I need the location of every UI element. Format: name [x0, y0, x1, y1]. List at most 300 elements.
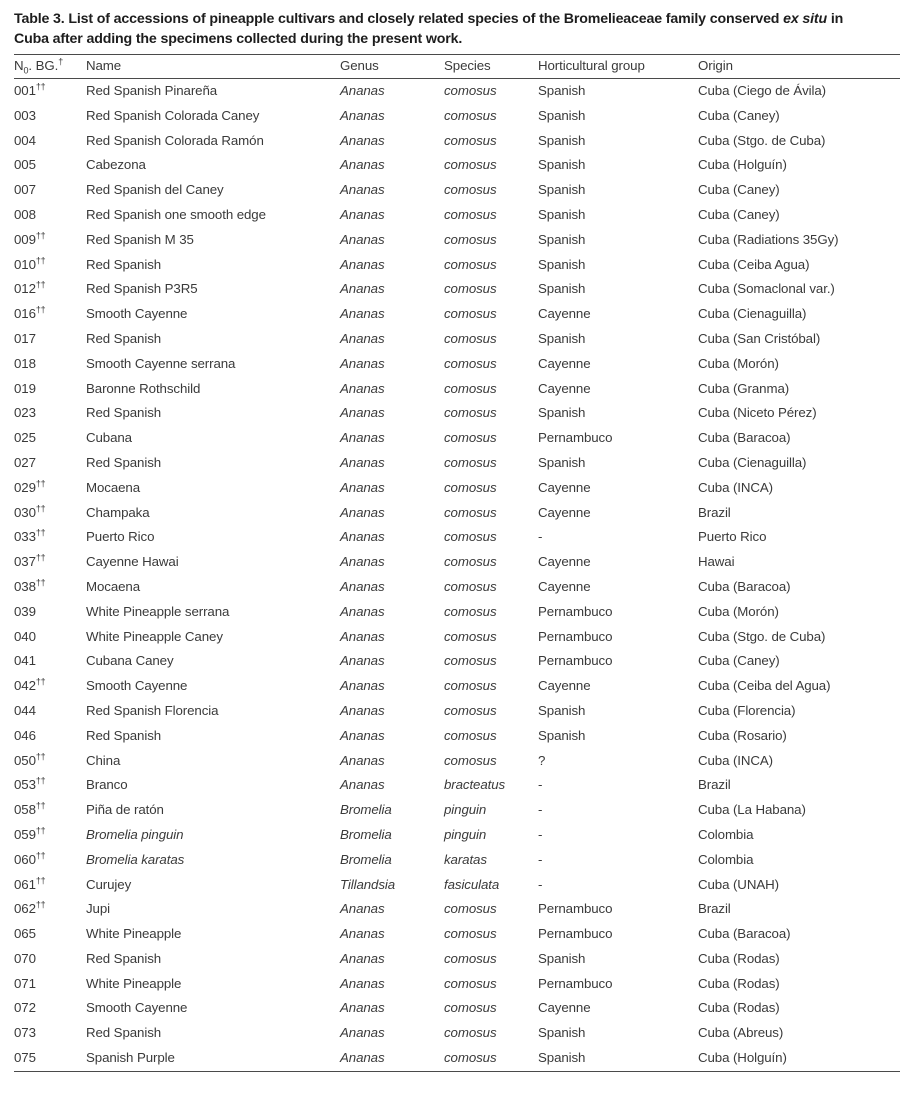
table-row [14, 600, 900, 625]
cell-accession-id [14, 277, 86, 302]
cell-genus: Ananas [340, 975, 385, 991]
cell-name: Red Spanish del Caney [86, 182, 224, 198]
accession-id-dagger-mark: †† [35, 751, 46, 762]
accession-id-dagger-mark: †† [35, 850, 46, 861]
table-row [14, 153, 900, 178]
cell-accession-id [14, 600, 86, 625]
cell-horticultural-group: Pernambuco [538, 926, 613, 942]
cell-horticultural-group: Cayenne [538, 578, 591, 594]
cell-genus: Ananas [340, 380, 385, 396]
cell-name: Red Spanish Pinareña [86, 83, 218, 98]
accession-id-value: 001 [14, 83, 36, 98]
cell-species: comosus [444, 330, 497, 346]
cell-horticultural-group: - [538, 802, 543, 818]
cell-species: comosus [444, 405, 497, 421]
accession-id-value: 042 [14, 678, 36, 694]
column-header-origin: Origin [698, 55, 900, 79]
cell-origin: Cuba (Caney) [698, 107, 780, 123]
accession-id-dagger-mark: †† [35, 775, 46, 786]
table-row [14, 501, 900, 526]
accession-id-value: 005 [14, 157, 36, 173]
cell-origin: Brazil [698, 901, 731, 917]
cell-origin: Cuba (Rodas) [698, 975, 780, 991]
cell-origin: Cuba (INCA) [698, 479, 774, 495]
accession-id-value: 004 [14, 132, 36, 148]
cell-genus: Ananas [340, 330, 385, 346]
cell-accession-id [14, 401, 86, 426]
accession-id-value: 023 [14, 405, 36, 421]
cell-species: comosus [444, 752, 497, 768]
table-row [14, 947, 900, 972]
accession-id-value: 050 [14, 752, 36, 768]
cell-species: comosus [444, 975, 497, 991]
cell-horticultural-group: Pernambuco [538, 975, 613, 991]
table-row [14, 873, 900, 898]
cell-name: Cubana Caney [86, 653, 174, 669]
cell-accession-id [14, 153, 86, 178]
cell-genus: Ananas [340, 901, 385, 917]
cell-name: Red Spanish M 35 [86, 231, 194, 247]
cell-horticultural-group: ? [538, 752, 546, 768]
cell-horticultural-group: Cayenne [538, 678, 591, 694]
cell-origin: Cuba (Ciego de Ávila) [698, 83, 826, 98]
accession-id-value: 037 [14, 554, 36, 570]
accession-id-dagger-mark: †† [35, 676, 46, 687]
cell-accession-id [14, 525, 86, 550]
cell-genus: Ananas [340, 702, 385, 718]
cell-accession-id [14, 327, 86, 352]
column-header-species: Species [444, 55, 538, 79]
cell-accession-id [14, 129, 86, 154]
caption-lead-text: Table 3. List of accessions of pineapple cultivars and closely related species of the Bromelieaceae family conserved [14, 11, 784, 27]
cell-species: comosus [444, 1025, 497, 1041]
table-row [14, 798, 900, 823]
cell-accession-id [14, 897, 86, 922]
accession-id-dagger-mark: †† [35, 503, 46, 514]
accession-id-dagger-mark: †† [35, 304, 46, 315]
cell-horticultural-group: Spanish [538, 454, 586, 470]
cell-horticultural-group: Pernambuco [538, 603, 613, 619]
table-row [14, 327, 900, 352]
cell-horticultural-group: - [538, 826, 543, 842]
cell-species: comosus [444, 83, 497, 98]
cell-name: Red Spanish one smooth edge [86, 206, 266, 222]
cell-accession-id [14, 773, 86, 798]
cell-species: comosus [444, 182, 497, 198]
cell-species: comosus [444, 1046, 538, 1071]
cell-genus: Ananas [340, 107, 385, 123]
cell-genus: Ananas [340, 355, 385, 371]
table-row [14, 699, 900, 724]
accession-id-value: 018 [14, 355, 36, 371]
cell-genus: Ananas [340, 1046, 444, 1071]
table-row [14, 451, 900, 476]
cell-origin: Cuba (Stgo. de Cuba) [698, 132, 826, 148]
table-row [14, 302, 900, 327]
cell-accession-id [14, 426, 86, 451]
cell-horticultural-group: Spanish [538, 330, 586, 346]
cell-genus: Ananas [340, 1000, 385, 1016]
cell-origin: Cuba (Niceto Pérez) [698, 405, 817, 421]
table-row [14, 352, 900, 377]
cell-origin: Cuba (Ceiba Agua) [698, 256, 810, 272]
accession-id-dagger-mark: †† [35, 230, 46, 241]
accession-id-dagger-mark: †† [35, 81, 46, 92]
cell-origin: Cuba (Caney) [698, 206, 780, 222]
cell-name: Red Spanish Colorada Ramón [86, 132, 264, 148]
cell-name: White Pineapple serrana [86, 603, 230, 619]
cell-species: comosus [444, 950, 497, 966]
cell-accession-id [14, 674, 86, 699]
cell-origin: Brazil [698, 504, 731, 520]
accession-id-value: 072 [14, 1000, 36, 1016]
cell-name: Red Spanish [86, 1025, 162, 1041]
cell-genus: Ananas [340, 554, 385, 570]
cell-species: comosus [444, 132, 497, 148]
table-row [14, 1021, 900, 1046]
cell-origin: Cuba (Holguín) [698, 157, 787, 173]
accession-id-dagger-mark: †† [35, 899, 46, 910]
cell-species: comosus [444, 281, 497, 297]
cell-horticultural-group: Spanish [538, 231, 586, 247]
cell-genus: Ananas [340, 678, 385, 694]
cell-name: Curujey [86, 876, 132, 892]
accession-id-dagger-mark: †† [35, 800, 46, 811]
cell-genus: Ananas [340, 1025, 385, 1041]
accession-id-value: 061 [14, 876, 36, 892]
accession-id-value: 071 [14, 975, 36, 991]
cell-name: Mocaena [86, 578, 141, 594]
cell-origin: Cuba (Ceiba del Agua) [698, 678, 831, 694]
table-row [14, 277, 900, 302]
table-row [14, 104, 900, 129]
cell-genus: Bromelia [340, 802, 392, 818]
cell-accession-id [14, 749, 86, 774]
cell-species: pinguin [444, 802, 487, 818]
cell-genus: Ananas [340, 950, 385, 966]
cell-name: Red Spanish [86, 405, 162, 421]
cell-genus: Bromelia [340, 826, 392, 842]
cell-genus: Ananas [340, 603, 385, 619]
accession-id-value: 016 [14, 306, 36, 322]
header-id-dagger: † [58, 56, 63, 67]
cell-accession-id [14, 996, 86, 1021]
cell-species: comosus [444, 678, 497, 694]
table-row [14, 674, 900, 699]
table-row [14, 749, 900, 774]
cell-origin: Cuba (Morón) [698, 355, 779, 371]
cell-species: comosus [444, 380, 497, 396]
accession-id-dagger-mark: †† [35, 577, 46, 588]
cell-species: comosus [444, 901, 497, 917]
header-id-subscript: 0 [23, 65, 29, 76]
cell-name: Cabezona [86, 157, 146, 173]
cell-species: comosus [444, 157, 497, 173]
table-row [14, 1046, 900, 1071]
cell-accession-id [14, 848, 86, 873]
table-row [14, 773, 900, 798]
cell-species: comosus [444, 107, 497, 123]
cell-genus: Ananas [340, 653, 385, 669]
accession-id-value: 010 [14, 256, 36, 272]
cell-name: Red Spanish Florencia [86, 702, 219, 718]
cell-horticultural-group: - [538, 876, 543, 892]
table-row [14, 625, 900, 650]
table-row [14, 724, 900, 749]
accession-id-value: 065 [14, 926, 36, 942]
cell-origin: Cuba (Rodas) [698, 950, 780, 966]
accession-id-value: 027 [14, 454, 36, 470]
cell-name: Cubana [86, 430, 132, 446]
cell-species: comosus [444, 504, 497, 520]
cell-accession-id [14, 302, 86, 327]
cell-horticultural-group: Cayenne [538, 479, 591, 495]
cell-name: Red Spanish [86, 256, 162, 272]
table-row [14, 426, 900, 451]
cell-name: Red Spanish [86, 454, 162, 470]
cell-genus: Ananas [340, 405, 385, 421]
cell-horticultural-group: Pernambuco [538, 430, 613, 446]
cell-horticultural-group: Spanish [538, 727, 586, 743]
cell-name: Puerto Rico [86, 529, 155, 545]
cell-genus: Ananas [340, 529, 385, 545]
accession-id-value: 062 [14, 901, 36, 917]
cell-name: Smooth Cayenne serrana [86, 355, 236, 371]
cell-species: pinguin [444, 826, 487, 842]
cell-genus: Ananas [340, 430, 385, 446]
accession-id-dagger-mark: †† [35, 255, 46, 266]
cell-accession-id [14, 352, 86, 377]
cell-accession-id [14, 922, 86, 947]
cell-accession-id [14, 1046, 86, 1071]
cell-name: Red Spanish [86, 950, 162, 966]
cell-accession-id [14, 625, 86, 650]
cell-accession-id [14, 972, 86, 997]
cell-name: Smooth Cayenne [86, 306, 188, 322]
cell-species: comosus [444, 702, 497, 718]
cell-name: Red Spanish Colorada Caney [86, 107, 260, 123]
cell-horticultural-group: Spanish [538, 256, 586, 272]
cell-origin: Cuba (Radiations 35Gy) [698, 231, 839, 247]
cell-species: comosus [444, 1000, 497, 1016]
accession-id-value: 008 [14, 206, 36, 222]
cell-accession-id [14, 873, 86, 898]
table-body [14, 79, 900, 1072]
cell-name: Jupi [86, 901, 110, 917]
cell-species: comosus [444, 231, 497, 247]
cell-genus: Tillandsia [340, 876, 396, 892]
cell-accession-id [14, 798, 86, 823]
cell-genus: Ananas [340, 628, 385, 644]
cell-genus: Ananas [340, 281, 385, 297]
cell-accession-id [14, 724, 86, 749]
table-row [14, 129, 900, 154]
cell-origin: Cuba (Baracoa) [698, 578, 791, 594]
table-row [14, 476, 900, 501]
cell-species: comosus [444, 206, 497, 222]
table-row [14, 178, 900, 203]
table-row [14, 79, 900, 104]
cell-genus: Ananas [340, 83, 385, 98]
accession-id-value: 060 [14, 851, 36, 867]
table-row [14, 377, 900, 402]
cell-name: Smooth Cayenne [86, 1000, 188, 1016]
accession-id-value: 046 [14, 727, 36, 743]
cell-name: Piña de ratón [86, 802, 164, 818]
cell-name: White Pineapple [86, 926, 182, 942]
cell-species: bracteatus [444, 777, 506, 793]
cell-name: Branco [86, 777, 128, 793]
table-row [14, 897, 900, 922]
cell-horticultural-group: Cayenne [538, 1000, 591, 1016]
table-row [14, 401, 900, 426]
cell-horticultural-group: Cayenne [538, 504, 591, 520]
cell-origin: Cuba (INCA) [698, 752, 774, 768]
accession-id-value: 070 [14, 950, 36, 966]
cell-name: Bromelia pinguin [86, 826, 184, 842]
cell-origin: Cuba (Baracoa) [698, 430, 791, 446]
header-id-mid: . BG. [28, 58, 59, 73]
cell-origin: Cuba (Granma) [698, 380, 790, 396]
cell-species: comosus [444, 603, 497, 619]
cell-horticultural-group: Spanish [538, 157, 586, 173]
cell-genus: Ananas [340, 578, 385, 594]
cell-species: comosus [444, 454, 497, 470]
cell-name: China [86, 752, 121, 768]
cell-horticultural-group: Pernambuco [538, 628, 613, 644]
cell-origin: Cuba (Baracoa) [698, 926, 791, 942]
cell-species: comosus [444, 479, 497, 495]
cell-horticultural-group: Spanish [538, 1046, 698, 1071]
accession-id-value: 029 [14, 479, 36, 495]
accession-id-value: 075 [14, 1050, 36, 1066]
caption-italic-term: ex situ [783, 11, 828, 27]
cell-accession-id [14, 253, 86, 278]
cell-accession-id [14, 649, 86, 674]
accession-id-value: 009 [14, 231, 36, 247]
table-row [14, 253, 900, 278]
accession-id-value: 038 [14, 578, 36, 594]
cell-species: comosus [444, 430, 497, 446]
cell-species: comosus [444, 306, 497, 322]
cell-horticultural-group: Spanish [538, 1025, 586, 1041]
accession-id-dagger-mark: †† [35, 552, 46, 563]
cell-name: White Pineapple Caney [86, 628, 223, 644]
cell-origin: Cuba (La Habana) [698, 802, 806, 818]
cell-species: comosus [444, 578, 497, 594]
accession-id-value: 059 [14, 826, 36, 842]
cell-species: fasiculata [444, 876, 500, 892]
cell-origin: Cuba (Florencia) [698, 702, 796, 718]
accession-id-value: 053 [14, 777, 36, 793]
cell-origin: Hawai [698, 554, 735, 570]
table-row [14, 972, 900, 997]
accession-id-dagger-mark: †† [35, 279, 46, 290]
table-row [14, 996, 900, 1021]
cell-horticultural-group: Pernambuco [538, 901, 613, 917]
accession-id-value: 039 [14, 603, 36, 619]
cell-genus: Ananas [340, 132, 385, 148]
cell-origin: Cuba (Rosario) [698, 727, 787, 743]
cell-horticultural-group: Cayenne [538, 380, 591, 396]
cell-horticultural-group: Cayenne [538, 554, 591, 570]
cell-species: comosus [444, 926, 497, 942]
cell-origin: Cuba (Rodas) [698, 1000, 780, 1016]
accession-id-value: 017 [14, 330, 36, 346]
cell-accession-id [14, 550, 86, 575]
cell-genus: Ananas [340, 777, 385, 793]
accession-id-value: 041 [14, 653, 36, 669]
cell-origin: Cuba (Caney) [698, 182, 780, 198]
cell-name: Bromelia karatas [86, 851, 185, 867]
cell-species: comosus [444, 256, 497, 272]
cell-species: comosus [444, 529, 497, 545]
cell-accession-id [14, 575, 86, 600]
table-row [14, 649, 900, 674]
cell-origin: Cuba (Cienaguilla) [698, 306, 807, 322]
cell-species: comosus [444, 727, 497, 743]
accession-id-dagger-mark: †† [35, 875, 46, 886]
cell-accession-id [14, 104, 86, 129]
cell-origin: Cuba (Caney) [698, 653, 780, 669]
cell-horticultural-group: Spanish [538, 107, 586, 123]
cell-accession-id [14, 823, 86, 848]
accession-id-value: 007 [14, 182, 36, 198]
cell-name: Red Spanish P3R5 [86, 281, 198, 297]
accession-id-value: 003 [14, 107, 36, 123]
table-header [14, 55, 900, 79]
cell-horticultural-group: Spanish [538, 405, 586, 421]
cell-genus: Ananas [340, 454, 385, 470]
table-row [14, 922, 900, 947]
cell-horticultural-group: Spanish [538, 206, 586, 222]
cell-horticultural-group: Spanish [538, 83, 586, 98]
cell-origin: Cuba (Cienaguilla) [698, 454, 807, 470]
accession-id-dagger-mark: †† [35, 527, 46, 538]
accession-id-value: 044 [14, 702, 36, 718]
cell-genus: Bromelia [340, 851, 392, 867]
cell-species: karatas [444, 851, 487, 867]
cell-species: comosus [444, 554, 497, 570]
cell-accession-id [14, 178, 86, 203]
caption-tail-text: in Cuba after adding the specimens collected during the present work. [14, 11, 844, 47]
cell-origin: Brazil [698, 777, 731, 793]
table-row [14, 525, 900, 550]
cell-origin: Cuba (Stgo. de Cuba) [698, 628, 826, 644]
accession-id-value: 025 [14, 430, 36, 446]
table-row [14, 823, 900, 848]
cell-name: Red Spanish [86, 330, 162, 346]
accession-id-value: 033 [14, 529, 36, 545]
cell-horticultural-group: Spanish [538, 132, 586, 148]
column-header-id [14, 55, 86, 79]
accession-id-value: 012 [14, 281, 36, 297]
column-header-genus: Genus [340, 55, 444, 79]
accession-id-value: 040 [14, 628, 36, 644]
cell-origin: Cuba (Abreus) [698, 1025, 784, 1041]
cell-name: Spanish Purple [86, 1046, 340, 1071]
cell-species: comosus [444, 355, 497, 371]
cell-name: Baronne Rothschild [86, 380, 201, 396]
cell-name: Mocaena [86, 479, 141, 495]
cell-accession-id [14, 377, 86, 402]
accession-id-value: 073 [14, 1025, 36, 1041]
cell-origin: Cuba (Holguín) [698, 1046, 900, 1071]
header-id-prefix: N [14, 58, 24, 73]
accession-id-dagger-mark: †† [35, 478, 46, 489]
cell-accession-id [14, 699, 86, 724]
cell-horticultural-group: Cayenne [538, 306, 591, 322]
